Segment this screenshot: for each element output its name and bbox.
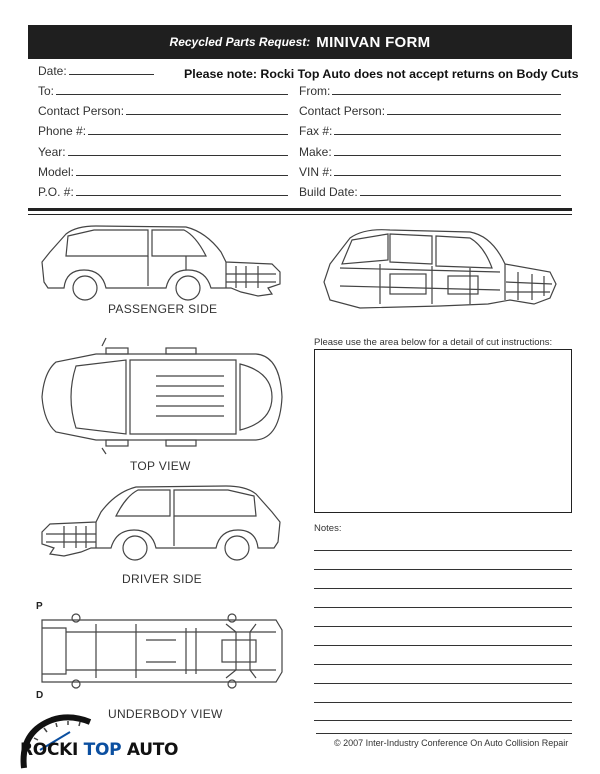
build-date-line[interactable] [360,195,561,196]
vin-line[interactable] [334,175,561,176]
build-date-label: Build Date: [299,185,358,199]
passenger-side-caption: PASSENGER SIDE [108,302,218,316]
copyright-notice: © 2007 Inter-Industry Conference On Auto Collision Repair [334,738,569,748]
notes-label: Notes: [314,523,342,534]
notes-line[interactable] [314,569,572,570]
vin-label: VIN #: [299,165,333,179]
phone-field[interactable] [38,124,288,138]
notes-line[interactable] [314,607,572,608]
underbody-view-diagram[interactable] [36,610,286,692]
returns-notice: Please note: Rocki Top Auto does not accept returns on Body Cuts [184,67,579,81]
rocki-top-auto-logo [20,740,178,760]
date-label: Date: [38,64,67,78]
section-divider-thin [28,214,572,215]
date-field[interactable] [38,64,154,78]
form-header-title: MINIVAN FORM [316,33,431,51]
po-field[interactable] [38,185,288,199]
top-view-caption: TOP VIEW [130,459,191,473]
driver-side-car-diagram[interactable] [36,484,286,562]
cut-instructions-label: Please use the area below for a detail of cut instructions: [314,337,553,348]
top-view-car-diagram[interactable] [36,342,286,452]
passenger-side-marker: P [36,601,43,612]
make-label: Make: [299,145,332,159]
section-divider-thick [28,208,572,211]
notes-line[interactable] [314,588,572,589]
make-field[interactable] [299,145,561,159]
to-line[interactable] [56,94,288,95]
notes-line[interactable] [314,664,572,665]
to-label: To: [38,84,55,98]
notes-line[interactable] [314,720,572,721]
logo-word-rocki: ROCKI [20,740,79,760]
phone-label: Phone #: [38,124,87,138]
fax-line[interactable] [334,134,561,135]
contact-person-left-field[interactable] [38,104,288,118]
build-date-field[interactable] [299,185,561,199]
from-field[interactable] [299,84,561,98]
year-line[interactable] [68,155,288,156]
underbody-view-caption: UNDERBODY VIEW [108,707,223,721]
footer-rule [316,733,572,734]
from-line[interactable] [332,94,561,95]
contact-person-right-label: Contact Person: [299,104,386,118]
to-field[interactable] [38,84,288,98]
contact-person-right-line[interactable] [387,114,561,115]
make-line[interactable] [334,155,561,156]
date-line[interactable] [69,74,154,75]
form-header-banner [28,25,572,59]
logo-word-top: TOP [83,740,122,760]
po-label: P.O. #: [38,185,74,199]
po-line[interactable] [76,195,288,196]
vin-field[interactable] [299,165,561,179]
model-line[interactable] [76,175,288,176]
model-field[interactable] [38,165,288,179]
notes-line[interactable] [314,683,572,684]
fax-field[interactable] [299,124,561,138]
contact-person-left-label: Contact Person: [38,104,125,118]
driver-side-marker: D [36,690,44,701]
year-field[interactable] [38,145,288,159]
contact-person-left-line[interactable] [126,114,288,115]
logo-word-auto: AUTO [126,740,179,760]
contact-person-right-field[interactable] [299,104,561,118]
driver-side-caption: DRIVER SIDE [122,572,202,586]
year-label: Year: [38,145,66,159]
cut-instructions-box[interactable] [314,349,572,513]
notes-line[interactable] [314,550,572,551]
passenger-side-car-diagram[interactable] [36,222,286,302]
phone-line[interactable] [88,134,288,135]
form-header-prefix: Recycled Parts Request: [169,35,311,49]
notes-line[interactable] [314,702,572,703]
fax-label: Fax #: [299,124,333,138]
isometric-car-diagram[interactable] [320,224,560,314]
notes-line[interactable] [314,626,572,627]
from-label: From: [299,84,331,98]
model-label: Model: [38,165,75,179]
notes-line[interactable] [314,645,572,646]
